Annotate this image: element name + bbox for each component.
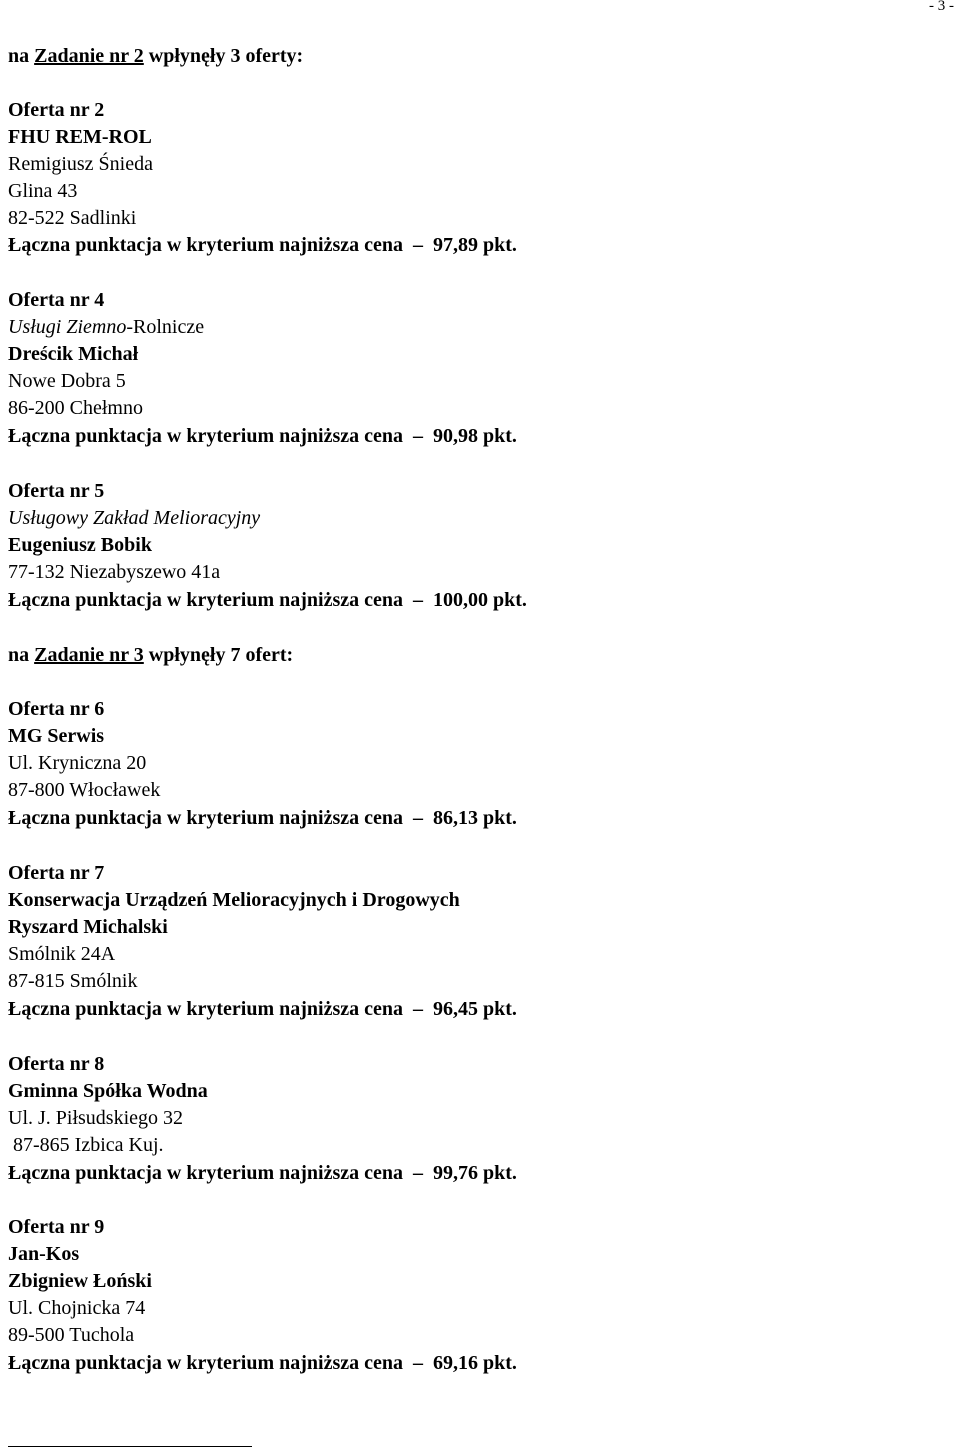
offer-company: MG Serwis [8,725,105,747]
offer-address-street: Glina 43 [8,180,78,202]
offer-address-street: Ul. J. Piłsudskiego 32 [8,1107,184,1129]
offer-address-street: Smólnik 24A [8,943,116,965]
offer-address-city: 87-865 Izbica Kuj. [8,1134,164,1156]
offer-company: FHU REM-ROL [8,126,152,148]
offer-score-value: 86,13 pkt. [432,807,517,829]
section-heading-zadanie-3: na Zadanie nr 3 wpłynęły 7 ofert: [8,644,294,666]
section-heading-zadanie-2: na Zadanie nr 2 wpłynęły 3 oferty: [8,45,304,67]
offer-owner: Remigiusz Śnieda [8,153,153,175]
offer-address-street: Nowe Dobra 5 [8,370,126,392]
offer-score-line: Łączna punktacja w kryterium najniższa cena – 96,45 pkt. [8,998,517,1020]
offer-title: Oferta nr 5 [8,480,105,502]
offer-address-city: 87-800 Włocławek [8,779,161,801]
offer-company: Gminna Spółka Wodna [8,1080,208,1102]
offer-title: Oferta nr 6 [8,698,105,720]
offer-score-value: 99,76 pkt. [432,1162,517,1184]
offer-score-line: Łączna punktacja w kryterium najniższa cena – 90,98 pkt. [8,425,517,447]
offer-address-city: 86-200 Chełmno [8,397,143,419]
footnote-separator [8,1446,252,1447]
offer-score-value: 100,00 pkt. [432,589,527,611]
offer-score-value: 96,45 pkt. [432,998,517,1020]
offer-score-value: 90,98 pkt. [432,425,517,447]
offer-company: Usługi Ziemno-Rolnicze [8,316,205,338]
offer-title: Oferta nr 4 [8,289,105,311]
offer-title: Oferta nr 9 [8,1216,105,1238]
offer-address-street: 77-132 Niezabyszewo 41a [8,561,221,583]
offer-owner: Dreścik Michał [8,343,139,365]
offer-address-street: Ul. Kryniczna 20 [8,752,147,774]
offer-score-line: Łączna punktacja w kryterium najniższa cena – 99,76 pkt. [8,1162,517,1184]
offer-score-line: Łączna punktacja w kryterium najniższa cena – 100,00 pkt. [8,589,527,611]
offer-company: Konserwacja Urządzeń Melioracyjnych i Drogowych [8,889,460,911]
offer-score-line: Łączna punktacja w kryterium najniższa cena – 97,89 pkt. [8,234,517,256]
offer-address-city: 87-815 Smólnik [8,970,138,992]
offer-company: Jan-Kos [8,1243,80,1265]
offer-score-value: 69,16 pkt. [432,1352,517,1374]
offer-score-line: Łączna punktacja w kryterium najniższa cena – 86,13 pkt. [8,807,517,829]
offer-score-value: 97,89 pkt. [432,234,517,256]
offer-title: Oferta nr 7 [8,862,105,884]
offer-title: Oferta nr 8 [8,1053,105,1075]
offer-address-street: Ul. Chojnicka 74 [8,1297,146,1319]
page-number: - 3 - [929,0,954,14]
offer-address-city: 82-522 Sadlinki [8,207,137,229]
offer-address-city: 89-500 Tuchola [8,1324,135,1346]
offer-owner: Ryszard Michalski [8,916,168,938]
offer-score-line: Łączna punktacja w kryterium najniższa cena – 69,16 pkt. [8,1352,517,1374]
offer-owner: Zbigniew Łoński [8,1270,152,1292]
offer-title: Oferta nr 2 [8,99,105,121]
offer-company: Usługowy Zakład Melioracyjny [8,507,261,529]
offer-owner: Eugeniusz Bobik [8,534,152,556]
